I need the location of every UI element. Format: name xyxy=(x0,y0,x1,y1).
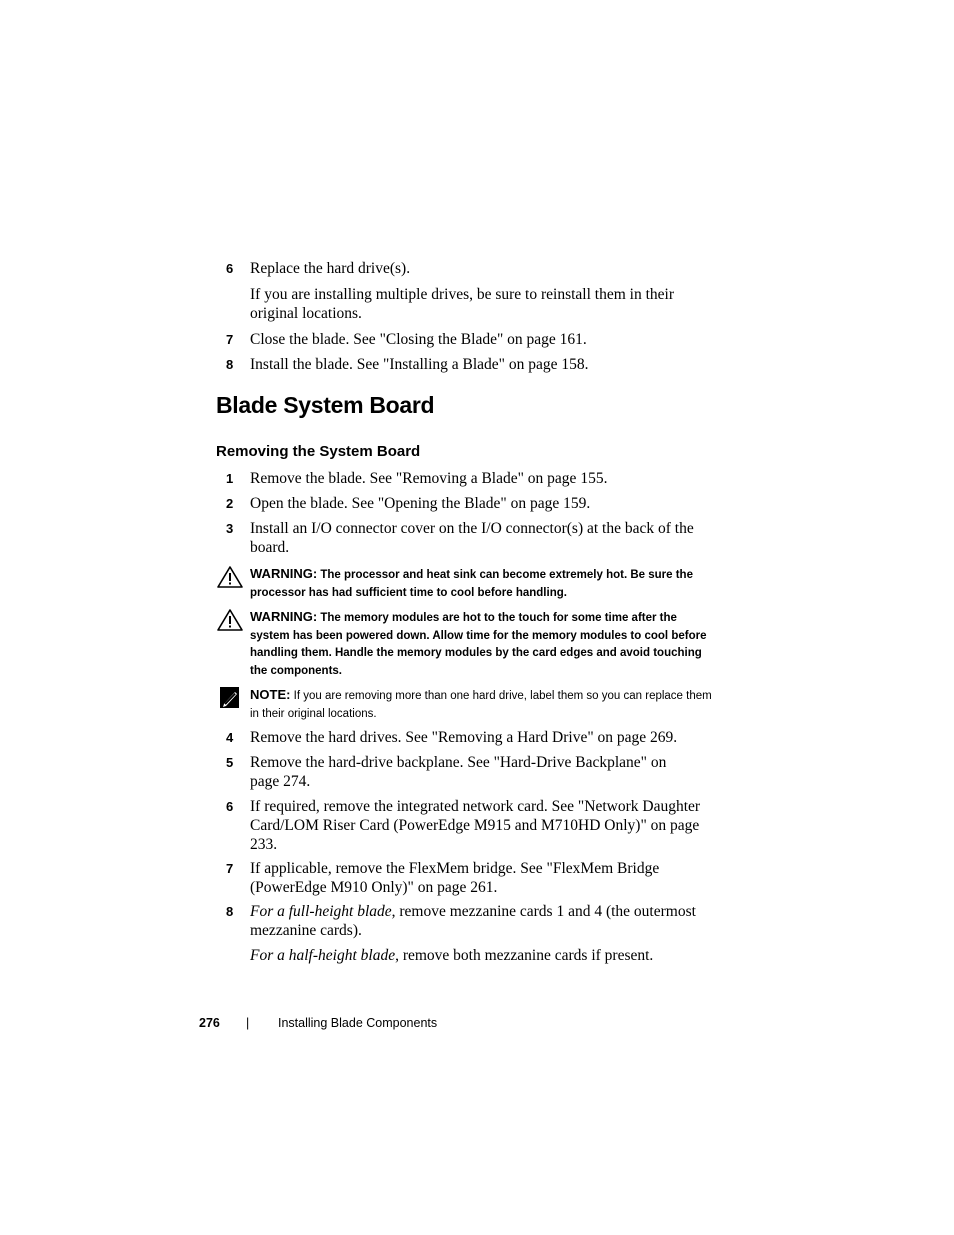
step-number: 8 xyxy=(226,904,234,919)
step-text: Remove the blade. See "Removing a Blade" on page 155. xyxy=(250,470,608,487)
step-italic: For a full-height blade xyxy=(250,903,392,920)
step-text: Remove the hard drives. See "Removing a Hard Drive" on page 269. xyxy=(250,729,678,746)
step-3 xyxy=(226,519,716,557)
step-5 xyxy=(226,753,716,791)
page-number: 276 xyxy=(199,1016,220,1030)
note-pencil-icon xyxy=(216,686,244,710)
warning-triangle-icon xyxy=(216,608,244,632)
warning-label: WARNING: xyxy=(250,566,318,581)
step-6-paragraph: If you are installing multiple drives, be sure to reinstall them in their original locations. xyxy=(250,286,674,322)
step-text xyxy=(250,902,716,940)
step-8-install xyxy=(226,355,716,374)
step-number: 1 xyxy=(226,471,234,486)
footer-separator: | xyxy=(246,1016,250,1030)
step-number: 4 xyxy=(226,730,234,745)
note-label: NOTE: xyxy=(250,687,291,702)
step-text: Replace the hard drive(s). xyxy=(250,260,411,277)
step-number: 6 xyxy=(226,261,234,276)
warning-label: WARNING: xyxy=(250,609,318,624)
step-4 xyxy=(226,728,716,747)
step-number: 7 xyxy=(226,861,234,876)
step-7 xyxy=(226,859,716,897)
warning-triangle-icon xyxy=(216,565,244,589)
step-number: 7 xyxy=(226,332,234,347)
step-text: Install an I/O connector cover on the I/O connector(s) at the back of the board. xyxy=(250,520,694,556)
step-text: Open the blade. See "Opening the Blade" on page 159. xyxy=(250,495,591,512)
note-body xyxy=(250,686,716,723)
step-number: 5 xyxy=(226,755,234,770)
step-text: If required, remove the integrated network card. See "Network Daughter Card/LOM Riser Card (PowerEdge M915 and M710HD Only)" on page 233. xyxy=(250,798,701,853)
step-7-close xyxy=(226,330,716,349)
step-6-replace xyxy=(226,259,716,278)
para-italic: For a half-height blade xyxy=(250,947,396,964)
step-number: 2 xyxy=(226,496,234,511)
section-title: Blade System Board xyxy=(216,392,435,418)
para-text: , remove both mezzanine cards if present. xyxy=(395,947,654,964)
note-text: If you are removing more than one hard drive, label them so you can replace them in their original locations. xyxy=(250,690,712,720)
step-text: Remove the hard-drive backplane. See "Hard-Drive Backplane" on page 274. xyxy=(250,754,667,790)
step-text: Install the blade. See "Installing a Blade" on page 158. xyxy=(250,356,589,373)
warning-callout-heat xyxy=(216,565,716,602)
step-text: Close the blade. See "Closing the Blade" on page 161. xyxy=(250,331,587,348)
subsection-title: Removing the System Board xyxy=(216,443,421,460)
warning-text: The memory modules are hot to the touch for some time after the system has been powered down. Allow time for the memory modules to cool before handling them. Handle the memory modules by the card edges and avoid touching the components. xyxy=(250,612,707,677)
footer-section: Installing Blade Components xyxy=(278,1016,438,1030)
warning-body xyxy=(250,565,716,602)
note-callout xyxy=(216,686,716,723)
step-text: If applicable, remove the FlexMem bridge. See "FlexMem Bridge (PowerEdge M910 Only)" on page 261. xyxy=(250,860,660,896)
step-text-rest: , remove mezzanine cards 1 and 4 (the outermost mezzanine cards). xyxy=(250,903,696,939)
step-1 xyxy=(226,469,716,488)
warning-body xyxy=(250,608,716,680)
step-2 xyxy=(226,494,716,513)
step-number: 3 xyxy=(226,521,234,536)
step-number: 6 xyxy=(226,799,234,814)
step-number: 8 xyxy=(226,357,234,372)
step-8 xyxy=(226,902,716,940)
step-8-paragraph xyxy=(250,946,716,965)
warning-text: The processor and heat sink can become extremely hot. Be sure the processor has had sufficient time to cool before handling. xyxy=(250,569,693,599)
warning-callout-memory xyxy=(216,608,716,680)
step-6 xyxy=(226,797,716,854)
